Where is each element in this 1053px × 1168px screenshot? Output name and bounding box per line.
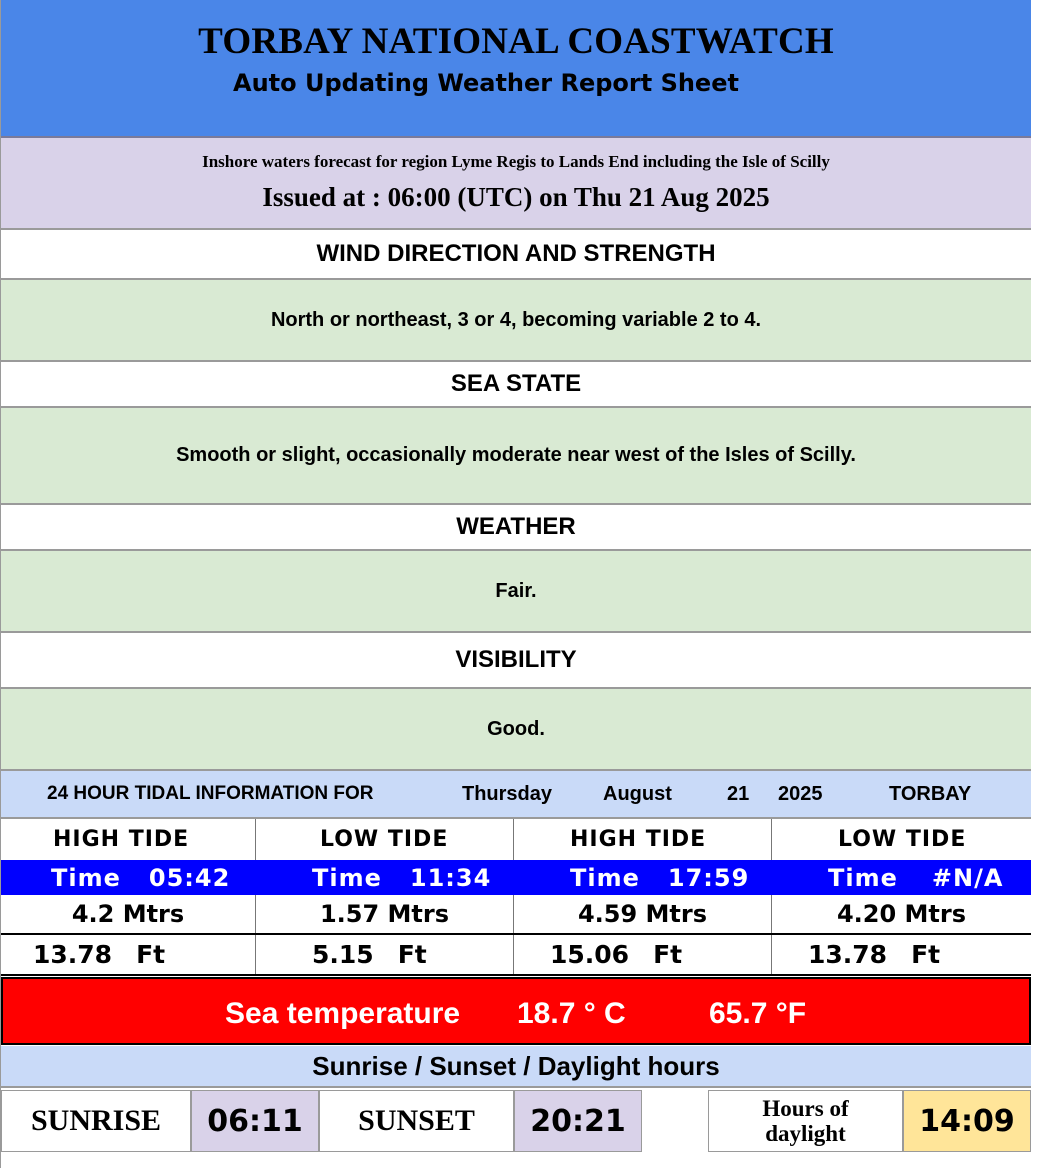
report-header	[1, 0, 1031, 138]
metres-unit: Mtrs	[904, 900, 967, 928]
tide-feet-cell	[1, 935, 256, 974]
sea-state-text: Smooth or slight, occasionally moderate near west of the Isles of Scilly.	[1, 408, 1031, 505]
sea-temperature-celsius: 18.7 ° C	[517, 997, 626, 1030]
tidal-heading: 24 HOUR TIDAL INFORMATION FOR	[47, 783, 374, 804]
time-label: Time	[312, 863, 382, 892]
tidal-day: Thursday	[462, 783, 553, 805]
tide-feet-cell	[256, 935, 514, 974]
wind-text: North or northeast, 3 or 4, becoming variable 2 to 4.	[1, 280, 1031, 362]
region-description: Inshore waters forecast for region Lyme Regis to Lands End including the Isle of Scilly	[202, 151, 830, 171]
feet-unit: Ft	[136, 940, 166, 969]
metres-unit: Mtrs	[387, 900, 450, 928]
daylight-label	[708, 1090, 903, 1152]
issued-time: Issued at : 06:00 (UTC) on Thu 21 Aug 2025	[262, 181, 770, 212]
tidal-date: 21	[727, 783, 750, 805]
tide-metres-cell	[772, 895, 1031, 933]
tide-time-value: 11:34	[409, 863, 492, 892]
tide-time-value: 05:42	[148, 863, 231, 892]
daylight-label-line1: Hours of	[762, 1096, 849, 1121]
tide-time-value: #N/A	[931, 863, 1004, 892]
tide-time-cell	[772, 860, 1031, 895]
sunrise-time: 06:11	[191, 1090, 319, 1152]
tide-metres-cell	[514, 895, 772, 933]
sea-temperature-fahrenheit: 65.7 °F	[709, 997, 807, 1030]
metres-value: 1.57	[319, 900, 380, 928]
time-label: Time	[570, 863, 640, 892]
sunrise-label: SUNRISE	[1, 1090, 191, 1152]
region-info	[1, 138, 1031, 230]
tide-height-feet-row	[1, 935, 1031, 976]
tide-time-cell	[514, 860, 772, 895]
tide-metres-cell	[256, 895, 514, 933]
feet-value: 15.06	[550, 940, 630, 969]
sun-heading: Sunrise / Sunset / Daylight hours	[1, 1046, 1031, 1088]
tide-type-cell: HIGH TIDE	[1, 819, 256, 860]
daylight-hours: 14:09	[903, 1090, 1031, 1152]
tide-time-cell	[256, 860, 514, 895]
wind-heading: WIND DIRECTION AND STRENGTH	[1, 230, 1031, 280]
visibility-text: Good.	[1, 689, 1031, 771]
sea-state-heading: SEA STATE	[1, 362, 1031, 408]
tide-time-row	[1, 860, 1031, 895]
feet-value: 5.15	[312, 940, 374, 969]
sun-times-row	[1, 1090, 1031, 1152]
metres-value: 4.20	[836, 900, 897, 928]
tide-type-cell: HIGH TIDE	[514, 819, 772, 860]
feet-unit: Ft	[397, 940, 427, 969]
report-title: TORBAY NATIONAL COASTWATCH	[198, 21, 834, 62]
metres-value: 4.59	[577, 900, 638, 928]
feet-value: 13.78	[33, 940, 113, 969]
tide-feet-cell	[772, 935, 1031, 974]
sunset-time: 20:21	[514, 1090, 642, 1152]
metres-unit: Mtrs	[122, 900, 185, 928]
tide-height-metres-row	[1, 895, 1031, 935]
tide-type-cell: LOW TIDE	[256, 819, 514, 860]
tide-time-value: 17:59	[667, 863, 750, 892]
sea-temperature-bar	[1, 977, 1031, 1045]
tide-time-cell	[1, 860, 256, 895]
visibility-heading: VISIBILITY	[1, 633, 1031, 689]
daylight-label-line2: daylight	[765, 1121, 846, 1146]
weather-text: Fair.	[1, 551, 1031, 633]
feet-value: 13.78	[808, 940, 888, 969]
metres-unit: Mtrs	[645, 900, 708, 928]
time-label: Time	[51, 863, 121, 892]
tide-type-cell: LOW TIDE	[838, 827, 967, 852]
tidal-year: 2025	[778, 783, 823, 805]
tide-type-row	[1, 819, 1031, 860]
tidal-location: TORBAY	[889, 783, 972, 805]
sunset-label: SUNSET	[319, 1090, 514, 1152]
time-label: Time	[828, 863, 898, 892]
feet-unit: Ft	[911, 940, 941, 969]
tidal-month: August	[603, 783, 672, 805]
metres-value: 4.2	[71, 900, 115, 928]
report-subtitle: Auto Updating Weather Report Sheet	[233, 69, 739, 97]
tide-metres-cell	[1, 895, 256, 933]
sea-temperature-label: Sea temperature	[225, 997, 461, 1030]
feet-unit: Ft	[653, 940, 683, 969]
weather-heading: WEATHER	[1, 505, 1031, 551]
tide-feet-cell	[514, 935, 772, 974]
tidal-info-header	[1, 771, 1031, 819]
